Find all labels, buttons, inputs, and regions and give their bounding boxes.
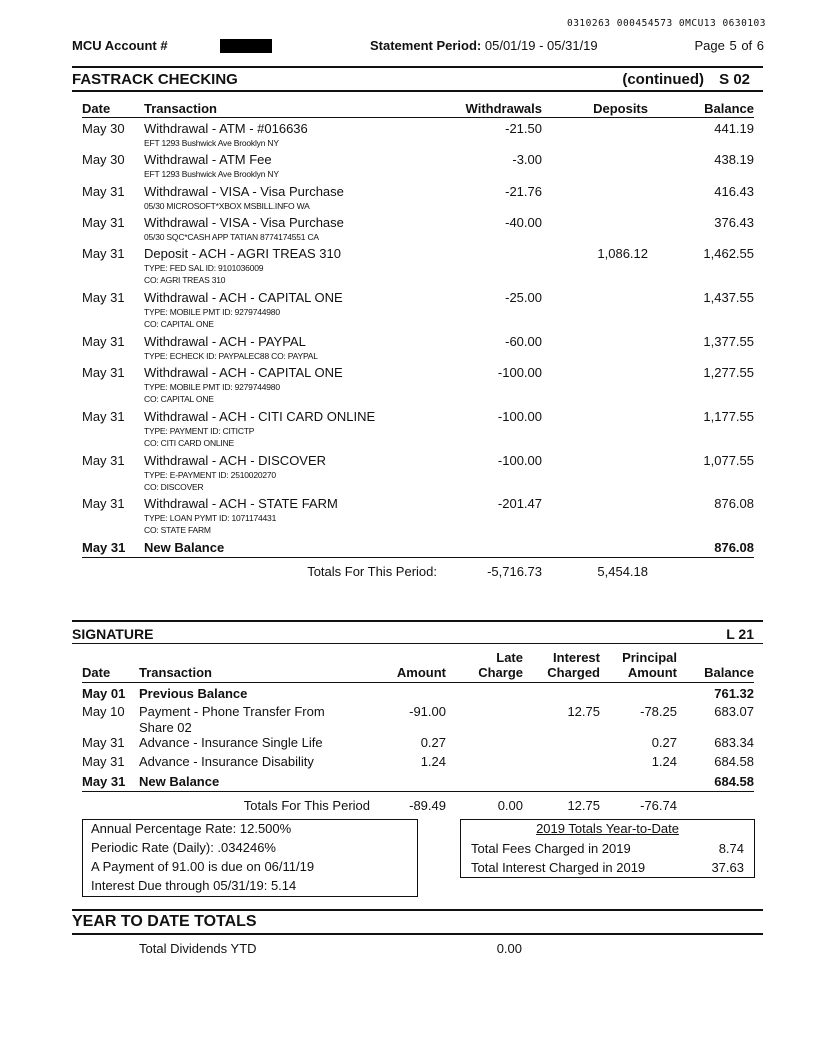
row-withdrawal: -100.00 xyxy=(497,453,542,468)
row-principal: 0.27 xyxy=(651,735,677,750)
col-transaction: Transaction xyxy=(144,101,217,116)
ytd-dividends-label: Total Dividends YTD xyxy=(139,941,257,956)
row-date: May 31 xyxy=(82,496,125,511)
signature-loan-code: L 21 xyxy=(726,626,754,642)
row-principal: -78.25 xyxy=(640,704,677,719)
row-date: May 31 xyxy=(82,184,125,199)
sig-new-balance-value: 684.58 xyxy=(714,774,754,789)
ytd-fees-value: 8.74 xyxy=(718,841,744,856)
row-description: Withdrawal - ACH - STATE FARM xyxy=(144,496,338,511)
row-balance: 876.08 xyxy=(714,496,754,511)
row-date: May 30 xyxy=(82,152,125,167)
apr-line: Annual Percentage Rate: 12.500% xyxy=(91,821,292,836)
row-detail: TYPE: ECHECK ID: PAYPALEC88 CO: PAYPAL xyxy=(144,351,318,361)
statement-period xyxy=(370,38,598,53)
statement-period-value: 05/01/19 - 05/31/19 xyxy=(484,38,598,53)
row-description: Withdrawal - ATM - #016636 xyxy=(144,121,308,136)
section-rule-top xyxy=(72,66,763,68)
row-detail: TYPE: E-PAYMENT ID: 2510020270 xyxy=(144,470,276,480)
row-description: Deposit - ACH - AGRI TREAS 310 xyxy=(144,246,341,261)
row-balance: 376.43 xyxy=(714,215,754,230)
new-balance-underline xyxy=(82,557,754,558)
row-balance: 416.43 xyxy=(714,184,754,199)
row-interest: 12.75 xyxy=(567,704,600,719)
row-description: Withdrawal - ACH - CAPITAL ONE xyxy=(144,365,343,380)
row-balance: 684.58 xyxy=(714,754,754,769)
ytd-fees-label: Total Fees Charged in 2019 xyxy=(471,841,631,856)
row-detail: 05/30 SQC*CASH APP TATIAN 8774174551 CA xyxy=(144,232,319,242)
signature-section-title: SIGNATURE xyxy=(72,626,154,642)
row-detail: EFT 1293 Bushwick Ave Brooklyn NY xyxy=(144,169,279,179)
previous-balance-label: Previous Balance xyxy=(139,686,248,701)
payment-due-line: A Payment of 91.00 is due on 06/11/19 xyxy=(91,859,315,874)
sig-col-late-1: Late xyxy=(496,650,523,665)
checking-account-code: S 02 xyxy=(719,71,750,88)
row-date: May 31 xyxy=(82,246,125,261)
row-withdrawal: -100.00 xyxy=(497,409,542,424)
row-description: Payment - Phone Transfer From xyxy=(139,704,325,719)
row-detail: CO: CAPITAL ONE xyxy=(144,319,214,329)
row-description: Withdrawal - ACH - PAYPAL xyxy=(144,334,306,349)
row-detail: CO: STATE FARM xyxy=(144,525,211,535)
totals-withdrawals: -5,716.73 xyxy=(487,564,542,579)
row-description: Advance - Insurance Disability xyxy=(139,754,314,769)
row-balance: 683.07 xyxy=(714,704,754,719)
row-detail: 05/30 MICROSOFT*XBOX MSBILL.INFO WA xyxy=(144,201,310,211)
section-rule-bottom xyxy=(72,90,763,92)
col-date: Date xyxy=(82,101,111,116)
row-balance: 438.19 xyxy=(714,152,754,167)
row-detail: CO: CITI CARD ONLINE xyxy=(144,438,234,448)
sig-totals-amount: -89.49 xyxy=(409,798,446,813)
checking-continued: (continued) xyxy=(622,71,704,88)
row-withdrawal: -100.00 xyxy=(497,365,542,380)
sig-col-late-2: Charge xyxy=(478,665,523,680)
signature-rule-top xyxy=(72,620,763,622)
row-withdrawal: -3.00 xyxy=(512,152,542,167)
totals-label: Totals For This Period: xyxy=(307,564,437,579)
row-detail: TYPE: FED SAL ID: 9101036009 xyxy=(144,263,264,273)
ytd-totals-box xyxy=(460,819,755,878)
row-date: May 31 xyxy=(82,290,125,305)
row-amount: 0.27 xyxy=(420,735,446,750)
ytd-interest-value: 37.63 xyxy=(711,860,744,875)
sig-new-balance-underline xyxy=(82,791,754,792)
row-amount: -91.00 xyxy=(409,704,446,719)
row-principal: 1.24 xyxy=(651,754,677,769)
row-date: May 30 xyxy=(82,121,125,136)
ytd-rule-bottom xyxy=(72,933,763,935)
row-date: May 31 xyxy=(82,365,125,380)
sig-col-principal-1: Principal xyxy=(622,650,677,665)
new-balance-label: New Balance xyxy=(144,540,225,555)
row-withdrawal: -21.50 xyxy=(505,121,542,136)
row-detail: CO: AGRI TREAS 310 xyxy=(144,275,226,285)
account-label: MCU Account # xyxy=(72,38,168,53)
row-withdrawal: -25.00 xyxy=(505,290,542,305)
row-withdrawal: -60.00 xyxy=(505,334,542,349)
sig-totals-principal: -76.74 xyxy=(640,798,677,813)
row-deposit: 1,086.12 xyxy=(597,246,648,261)
ytd-section-title: YEAR TO DATE TOTALS xyxy=(72,913,257,930)
row-withdrawal: -40.00 xyxy=(505,215,542,230)
row-balance: 1,177.55 xyxy=(703,409,754,424)
sig-col-transaction: Transaction xyxy=(139,665,212,680)
row-description: Withdrawal - VISA - Visa Purchase xyxy=(144,184,344,199)
row-date: May 31 xyxy=(82,453,125,468)
sig-col-principal-2: Amount xyxy=(627,665,677,680)
row-date: May 10 xyxy=(82,704,125,719)
row-balance: 1,077.55 xyxy=(703,453,754,468)
previous-balance-value: 761.32 xyxy=(714,686,754,701)
row-description-continued: Share 02 xyxy=(139,720,192,735)
row-description: Withdrawal - ATM Fee xyxy=(144,152,272,167)
sig-col-interest-2: Charged xyxy=(547,665,600,680)
row-description: Withdrawal - ACH - DISCOVER xyxy=(144,453,327,468)
sig-totals-label: Totals For This Period xyxy=(243,798,370,813)
row-description: Withdrawal - VISA - Visa Purchase xyxy=(144,215,344,230)
row-balance: 1,437.55 xyxy=(703,290,754,305)
row-detail: TYPE: MOBILE PMT ID: 9279744980 xyxy=(144,382,280,392)
new-balance-date: May 31 xyxy=(82,540,126,555)
col-deposits: Deposits xyxy=(593,101,648,116)
ytd-rule-top xyxy=(72,909,763,911)
statement-period-label: Statement Period: xyxy=(370,38,482,53)
signature-rule-bottom xyxy=(72,643,763,644)
row-detail: TYPE: PAYMENT ID: CITICTP xyxy=(144,426,255,436)
row-amount: 1.24 xyxy=(420,754,446,769)
header-underline xyxy=(82,117,754,118)
sig-col-date: Date xyxy=(82,665,111,680)
row-detail: CO: CAPITAL ONE xyxy=(144,394,214,404)
row-detail: EFT 1293 Bushwick Ave Brooklyn NY xyxy=(144,138,279,148)
ytd-dividends-value: 0.00 xyxy=(496,941,522,956)
row-description: Withdrawal - ACH - CAPITAL ONE xyxy=(144,290,343,305)
ytd-totals-title: 2019 Totals Year-to-Date xyxy=(536,821,679,836)
sig-new-balance-date: May 31 xyxy=(82,774,126,789)
row-balance: 683.34 xyxy=(714,735,754,750)
row-description: Withdrawal - ACH - CITI CARD ONLINE xyxy=(144,409,376,424)
checking-section-title: FASTRACK CHECKING xyxy=(72,71,238,88)
sig-col-interest-1: Interest xyxy=(553,650,600,665)
row-date: May 31 xyxy=(82,334,125,349)
col-balance: Balance xyxy=(704,101,754,116)
col-withdrawals: Withdrawals xyxy=(465,101,542,116)
loan-info-box xyxy=(82,819,418,897)
account-number-redaction xyxy=(220,39,272,53)
row-date: May 31 xyxy=(82,409,125,424)
new-balance-value: 876.08 xyxy=(714,540,754,555)
row-detail: CO: DISCOVER xyxy=(144,482,204,492)
periodic-rate-line: Periodic Rate (Daily): .034246% xyxy=(91,840,276,855)
row-balance: 1,277.55 xyxy=(703,365,754,380)
row-detail: TYPE: LOAN PYMT ID: 1071174431 xyxy=(144,513,277,523)
totals-deposits: 5,454.18 xyxy=(597,564,648,579)
row-balance: 1,377.55 xyxy=(703,334,754,349)
row-balance: 441.19 xyxy=(714,121,754,136)
sig-header-underline xyxy=(82,682,754,683)
sig-col-balance: Balance xyxy=(704,665,754,680)
row-detail: TYPE: MOBILE PMT ID: 9279744980 xyxy=(144,307,280,317)
row-date: May 31 xyxy=(82,215,125,230)
row-withdrawal: -201.47 xyxy=(497,496,542,511)
sig-col-amount: Amount xyxy=(396,665,446,680)
row-description: Advance - Insurance Single Life xyxy=(139,735,323,750)
sig-totals-late: 0.00 xyxy=(497,798,523,813)
page-indicator: Page 5 of 6 xyxy=(694,38,764,53)
sig-totals-interest: 12.75 xyxy=(567,798,600,813)
row-balance: 1,462.55 xyxy=(703,246,754,261)
row-date: May 31 xyxy=(82,754,125,769)
interest-due-line: Interest Due through 05/31/19: 5.14 xyxy=(91,878,297,893)
ytd-interest-label: Total Interest Charged in 2019 xyxy=(471,860,646,875)
sig-new-balance-label: New Balance xyxy=(139,774,220,789)
statement-barcode-text: 0310263 000454573 0MCU13 0630103 xyxy=(566,18,766,29)
previous-balance-date: May 01 xyxy=(82,686,126,701)
row-withdrawal: -21.76 xyxy=(505,184,542,199)
row-date: May 31 xyxy=(82,735,125,750)
